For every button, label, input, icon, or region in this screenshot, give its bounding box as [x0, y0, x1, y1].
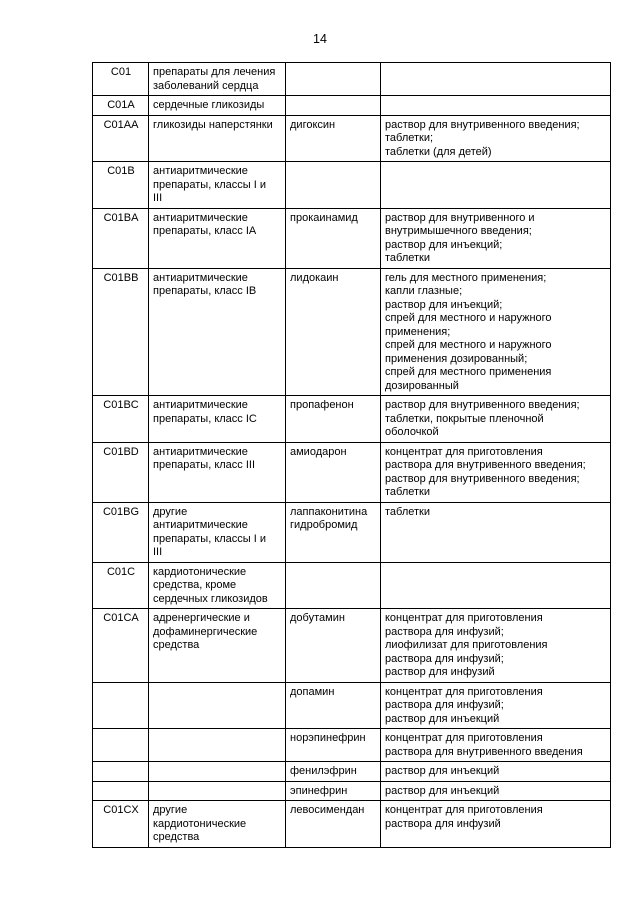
pharm-group-cell: адренергические и дофаминергические средства	[149, 609, 286, 683]
drug-name-cell	[286, 96, 381, 116]
pharm-group-cell: другие антиаритмические препараты, классы I и III	[149, 502, 286, 562]
drug-name-cell: допамин	[286, 682, 381, 729]
pharm-group-cell: антиаритмические препараты, класс IC	[149, 396, 286, 443]
pharm-group-cell	[149, 781, 286, 801]
dosage-form-cell	[381, 63, 611, 96]
dosage-form-cell: концентрат для приготовления раствора для инфузий; лиофилизат для приготовления раствора для инфузий; раствор для инфузий	[381, 609, 611, 683]
dosage-form-cell: раствор для внутривенного введения; таблетки, покрытые пленочной оболочкой	[381, 396, 611, 443]
drug-name-cell: лидокаин	[286, 268, 381, 396]
pharm-group-cell	[149, 729, 286, 762]
atc-code-cell: C01BG	[93, 502, 149, 562]
atc-code-cell: C01BB	[93, 268, 149, 396]
pharm-group-cell: гликозиды наперстянки	[149, 115, 286, 162]
atc-code-cell: C01	[93, 63, 149, 96]
table-row	[93, 502, 611, 562]
table-row	[93, 682, 611, 729]
atc-code-cell: C01B	[93, 162, 149, 209]
table-row	[93, 781, 611, 801]
pharm-group-cell: антиаритмические препараты, классы I и III	[149, 162, 286, 209]
atc-code-cell: C01BC	[93, 396, 149, 443]
atc-code-cell: C01CX	[93, 801, 149, 848]
table-row	[93, 562, 611, 609]
drug-name-cell: норэпинефрин	[286, 729, 381, 762]
pharm-group-cell: кардиотонические средства, кроме сердечных гликозидов	[149, 562, 286, 609]
table-row	[93, 729, 611, 762]
atc-code-cell	[93, 729, 149, 762]
pharm-group-cell	[149, 762, 286, 782]
table-row	[93, 396, 611, 443]
table-row	[93, 609, 611, 683]
dosage-form-cell: гель для местного применения; капли глазные; раствор для инъекций; спрей для местного и наружного применения; спрей для местного и наружного применения дозированный; спрей для местного применения дозированный	[381, 268, 611, 396]
page-number: 14	[313, 32, 327, 46]
atc-code-cell	[93, 781, 149, 801]
dosage-form-cell: концентрат для приготовления раствора для внутривенного введения	[381, 729, 611, 762]
table-row	[93, 762, 611, 782]
pharm-group-cell	[149, 682, 286, 729]
table-row	[93, 162, 611, 209]
dosage-form-cell: раствор для инъекций	[381, 781, 611, 801]
dosage-form-cell	[381, 562, 611, 609]
drug-table	[92, 62, 611, 848]
dosage-form-cell: концентрат для приготовления раствора для инфузий; раствор для инъекций	[381, 682, 611, 729]
pharm-group-cell: антиаритмические препараты, класс IA	[149, 208, 286, 268]
pharm-group-cell: антиаритмические препараты, класс IB	[149, 268, 286, 396]
atc-code-cell: C01CA	[93, 609, 149, 683]
dosage-form-cell: таблетки	[381, 502, 611, 562]
drug-name-cell: левосимендан	[286, 801, 381, 848]
drug-name-cell	[286, 63, 381, 96]
dosage-form-cell: раствор для внутривенного и внутримышечного введения; раствор для инъекций; таблетки	[381, 208, 611, 268]
atc-code-cell	[93, 682, 149, 729]
atc-code-cell: C01BD	[93, 442, 149, 502]
atc-code-cell: C01AA	[93, 115, 149, 162]
drug-name-cell: дигоксин	[286, 115, 381, 162]
dosage-form-cell	[381, 162, 611, 209]
dosage-form-cell: раствор для инъекций	[381, 762, 611, 782]
pharm-group-cell: препараты для лечения заболеваний сердца	[149, 63, 286, 96]
pharm-group-cell: сердечные гликозиды	[149, 96, 286, 116]
table-row	[93, 115, 611, 162]
drug-name-cell	[286, 162, 381, 209]
table-row	[93, 442, 611, 502]
atc-code-cell: C01C	[93, 562, 149, 609]
dosage-form-cell: раствор для внутривенного введения; таблетки; таблетки (для детей)	[381, 115, 611, 162]
dosage-form-cell: концентрат для приготовления раствора для внутривенного введения; раствор для внутривенного введения; таблетки	[381, 442, 611, 502]
dosage-form-cell	[381, 96, 611, 116]
table-row	[93, 96, 611, 116]
drug-name-cell: амиодарон	[286, 442, 381, 502]
table-row	[93, 63, 611, 96]
drug-name-cell: эпинефрин	[286, 781, 381, 801]
dosage-form-cell: концентрат для приготовления раствора для инфузий	[381, 801, 611, 848]
table-row	[93, 801, 611, 848]
table-row	[93, 268, 611, 396]
drug-name-cell	[286, 562, 381, 609]
pharm-group-cell: другие кардиотонические средства	[149, 801, 286, 848]
drug-name-cell: фенилэфрин	[286, 762, 381, 782]
drug-name-cell: прокаинамид	[286, 208, 381, 268]
pharm-group-cell: антиаритмические препараты, класс III	[149, 442, 286, 502]
drug-name-cell: пропафенон	[286, 396, 381, 443]
drug-name-cell: лаппаконитина гидробромид	[286, 502, 381, 562]
atc-code-cell: C01A	[93, 96, 149, 116]
atc-code-cell: C01BA	[93, 208, 149, 268]
atc-code-cell	[93, 762, 149, 782]
table-row	[93, 208, 611, 268]
drug-name-cell: добутамин	[286, 609, 381, 683]
